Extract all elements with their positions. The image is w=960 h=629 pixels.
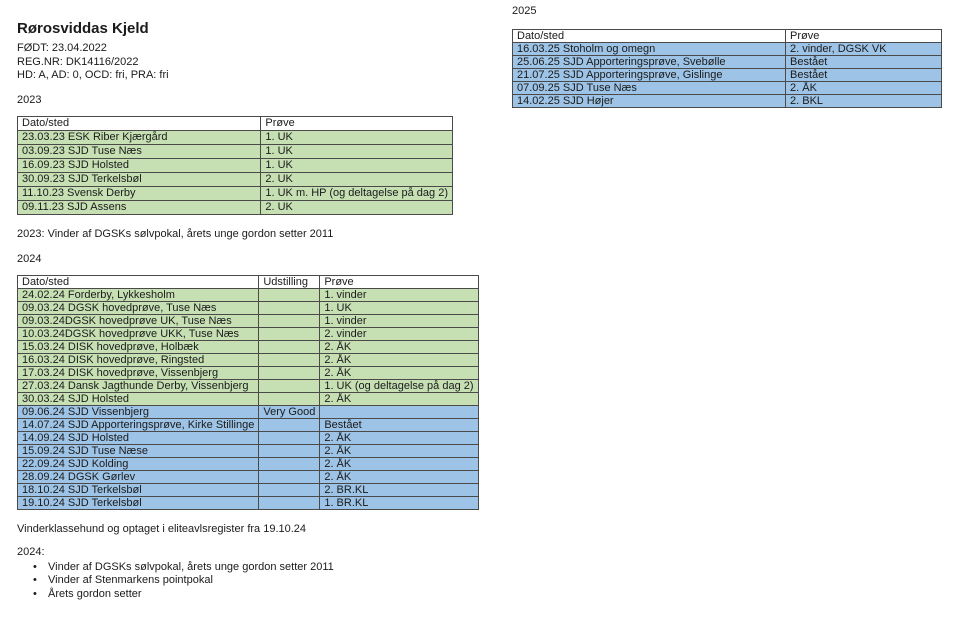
table-cell: [259, 288, 320, 301]
table-cell: [259, 314, 320, 327]
table-cell: 09.03.24DGSK hovedprøve UK, Tuse Næs: [18, 314, 259, 327]
page-title: Rørosviddas Kjeld: [17, 20, 149, 37]
year-label-2024: 2024: [17, 252, 42, 265]
table-cell: 2. BKL: [786, 95, 942, 108]
table-row: [18, 301, 479, 314]
table-cell: 19.10.24 SJD Terkelsbøl: [18, 496, 259, 509]
table-cell: 27.03.24 Dansk Jagthunde Derby, Vissenbjerg: [18, 379, 259, 392]
table-row: [18, 172, 453, 186]
table-cell: 30.03.24 SJD Holsted: [18, 392, 259, 405]
table-cell: 14.02.25 SJD Højer: [513, 95, 786, 108]
results-table-2023: [17, 116, 453, 215]
column-header: Prøve: [320, 275, 478, 288]
table-cell: 14.07.24 SJD Apporteringsprøve, Kirke Stillinge: [18, 418, 259, 431]
profile-health: HD: A, AD: 0, OCD: fri, PRA: fri: [17, 69, 169, 81]
table-cell: [259, 444, 320, 457]
awards-list-2024: [17, 561, 453, 602]
table-cell: Bestået: [786, 56, 942, 69]
table-cell: [259, 418, 320, 431]
table-row: [18, 418, 479, 431]
year-label-2023: 2023: [17, 93, 42, 106]
table-cell: [259, 457, 320, 470]
table-row: [18, 431, 479, 444]
column-header: Dato/sted: [18, 116, 261, 130]
table-cell: 23.03.23 ESK Riber Kjærgård: [18, 130, 261, 144]
table-cell: 09.06.24 SJD Vissenbjerg: [18, 405, 259, 418]
table-cell: 03.09.23 SJD Tuse Næs: [18, 144, 261, 158]
table-row: [513, 82, 942, 95]
table-cell: [259, 470, 320, 483]
column-header: Udstilling: [259, 275, 320, 288]
table-row: [18, 144, 453, 158]
table-row: [18, 470, 479, 483]
column-header: Dato/sted: [18, 275, 259, 288]
table-cell: 07.09.25 SJD Tuse Næs: [513, 82, 786, 95]
awards-label-2024: 2024:: [17, 545, 45, 558]
table-cell: 10.03.24DGSK hovedprøve UKK, Tuse Næs: [18, 327, 259, 340]
table-cell: Very Good: [259, 405, 320, 418]
table-cell: 2. ÅK: [786, 82, 942, 95]
award-item: • Årets gordon setter: [17, 588, 453, 602]
table-cell: 2. UK: [261, 172, 453, 186]
table-row: [18, 457, 479, 470]
table-cell: [259, 301, 320, 314]
table-cell: 18.10.24 SJD Terkelsbøl: [18, 483, 259, 496]
table-cell: [259, 392, 320, 405]
results-table-2024: [17, 275, 479, 510]
table-cell: 1. UK: [261, 144, 453, 158]
table-row: [18, 405, 479, 418]
table-cell: 28.09.24 DGSK Gørlev: [18, 470, 259, 483]
table-cell: [259, 379, 320, 392]
table-row: [18, 353, 479, 366]
table-cell: [259, 353, 320, 366]
table-cell: 25.06.25 SJD Apporteringsprøve, Svebølle: [513, 56, 786, 69]
table-row: [18, 314, 479, 327]
table-header-row: [18, 116, 453, 130]
table-row: [18, 130, 453, 144]
table-cell: 2. BR.KL: [320, 483, 478, 496]
table-cell: 2. ÅK: [320, 444, 478, 457]
note-2024: Vinderklassehund og optaget i eliteavlsregister fra 19.10.24: [17, 522, 307, 535]
table-row: [18, 200, 453, 214]
table-cell: 16.03.24 DISK hovedprøve, Ringsted: [18, 353, 259, 366]
table-row: [18, 186, 453, 200]
table-cell: 15.09.24 SJD Tuse Næse: [18, 444, 259, 457]
profile-born: FØDT: 23.04.2022: [17, 42, 107, 54]
column-header: Prøve: [261, 116, 453, 130]
table-row: [18, 288, 479, 301]
table-cell: 2. ÅK: [320, 353, 478, 366]
column-header: Dato/sted: [513, 30, 786, 43]
table-cell: Bestået: [320, 418, 478, 431]
right-column: [512, 5, 942, 108]
table-cell: [259, 340, 320, 353]
table-row: [513, 43, 942, 56]
table-cell: 2. vinder: [320, 327, 478, 340]
table-row: [18, 327, 479, 340]
column-header: Prøve: [786, 30, 942, 43]
year-label-2025: 2025: [512, 5, 537, 17]
table-row: [513, 56, 942, 69]
table-cell: 14.09.24 SJD Holsted: [18, 431, 259, 444]
table-cell: 17.03.24 DISK hovedprøve, Vissenbjerg: [18, 366, 259, 379]
table-cell: 2. UK: [261, 200, 453, 214]
table-cell: 22.09.24 SJD Kolding: [18, 457, 259, 470]
table-cell: 1. UK: [261, 158, 453, 172]
table-cell: [259, 496, 320, 509]
table-cell: 2. ÅK: [320, 431, 478, 444]
table-row: [513, 69, 942, 82]
table-cell: [259, 327, 320, 340]
table-row: [18, 379, 479, 392]
table-row: [18, 340, 479, 353]
table-cell: 09.03.24 DGSK hovedprøve, Tuse Næs: [18, 301, 259, 314]
table-cell: 24.02.24 Forderby, Lykkesholm: [18, 288, 259, 301]
table-cell: 2. ÅK: [320, 392, 478, 405]
table-cell: 15.03.24 DISK hovedprøve, Holbæk: [18, 340, 259, 353]
table-cell: 2. ÅK: [320, 457, 478, 470]
table-row: [18, 496, 479, 509]
table-cell: [259, 366, 320, 379]
table-header-row: [18, 275, 479, 288]
table-cell: 1. vinder: [320, 314, 478, 327]
table-header-row: [513, 30, 942, 43]
table-cell: Bestået: [786, 69, 942, 82]
table-cell: 2. ÅK: [320, 340, 478, 353]
table-cell: [259, 431, 320, 444]
results-table-2025: [512, 29, 942, 108]
table-cell: 1. vinder: [320, 288, 478, 301]
table-cell: [320, 405, 478, 418]
table-cell: 1. UK (og deltagelse på dag 2): [320, 379, 478, 392]
table-cell: 16.03.25 Stoholm og omegn: [513, 43, 786, 56]
table-cell: 1. UK m. HP (og deltagelse på dag 2): [261, 186, 453, 200]
table-cell: 2. vinder, DGSK VK: [786, 43, 942, 56]
table-cell: 09.11.23 SJD Assens: [18, 200, 261, 214]
table-cell: 1. UK: [320, 301, 478, 314]
table-cell: [259, 483, 320, 496]
table-cell: 2. ÅK: [320, 470, 478, 483]
award-item: • Vinder af DGSKs sølvpokal, årets unge gordon setter 2011: [17, 561, 453, 575]
table-cell: 2. ÅK: [320, 366, 478, 379]
table-row: [513, 95, 942, 108]
table-cell: 11.10.23 Svensk Derby: [18, 186, 261, 200]
table-row: [18, 483, 479, 496]
profile-reg-nr: REG.NR: DK14116/2022: [17, 55, 139, 68]
table-row: [18, 444, 479, 457]
note-2023: 2023: Vinder af DGSKs sølvpokal, årets unge gordon setter 2011: [17, 227, 334, 240]
table-cell: 1. UK: [261, 130, 453, 144]
table-cell: 16.09.23 SJD Holsted: [18, 158, 261, 172]
dog-profile: [17, 20, 453, 83]
table-cell: 21.07.25 SJD Apporteringsprøve, Gislinge: [513, 69, 786, 82]
table-cell: 30.09.23 SJD Terkelsbøl: [18, 172, 261, 186]
table-row: [18, 366, 479, 379]
award-item: • Vinder af Stenmarkens pointpokal: [17, 574, 453, 588]
table-cell: 1. BR.KL: [320, 496, 478, 509]
left-column: [17, 20, 474, 601]
table-row: [18, 158, 453, 172]
table-row: [18, 392, 479, 405]
